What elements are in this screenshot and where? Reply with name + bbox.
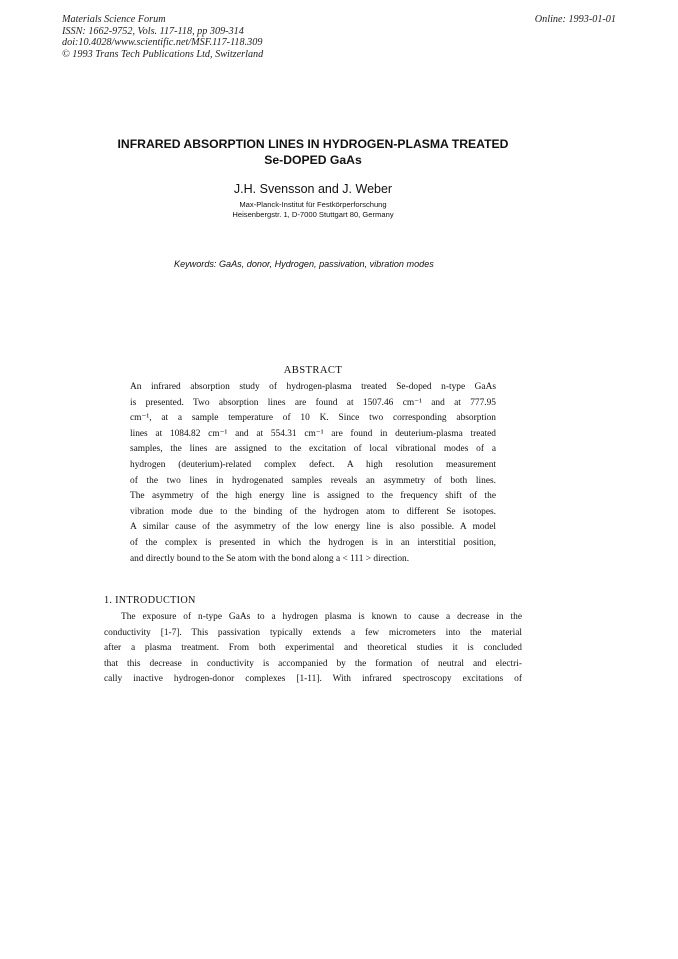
issn-line: ISSN: 1662-9752, Vols. 117-118, pp 309-314 <box>62 25 244 37</box>
abstract-line: hydrogen (deuterium)-related complex defect. A high resolution measurement <box>130 459 496 470</box>
body-line: after a plasma treatment. From both experimental and theoretical studies it is concluded <box>104 643 522 654</box>
abstract-line: samples, the lines are assigned to the excitation of local vibrational modes of a <box>130 444 496 455</box>
title-line-2: Se-DOPED GaAs <box>264 152 362 167</box>
section-heading-introduction: 1. INTRODUCTION <box>104 595 196 606</box>
abstract-line: cm⁻¹, at a sample temperature of 10 K. Since two corresponding absorption <box>130 413 496 424</box>
body-line: that this decrease in conductivity is accompanied by the formation of neutral and electri- <box>104 658 522 669</box>
doi-line[interactable]: doi:10.4028/www.scientific.net/MSF.117-118.309 <box>62 37 263 49</box>
body-line: cally inactive hydrogen-donor complexes [1-11]. With infrared spectroscopy excitations of <box>104 674 522 685</box>
authors: J.H. Svensson and J. Weber <box>233 182 393 196</box>
abstract-line: of the complex is presented in which the hydrogen is in an interstitial position, <box>130 537 496 548</box>
abstract-line: of the two lines in hydrogenated samples reveals an asymmetry of both lines. <box>130 475 496 486</box>
journal-header <box>62 14 263 60</box>
keywords: Keywords: GaAs, donor, Hydrogen, passivation, vibration modes <box>174 259 434 269</box>
body-line: The exposure of n-type GaAs to a hydrogen plasma is known to cause a decrease in the <box>121 612 522 622</box>
abstract-line: and directly bound to the Se atom with the bond along a < 111 > direction. <box>130 553 410 564</box>
paper-title <box>80 137 546 168</box>
abstract-line: vibration mode due to the binding of the hydrogen atom to different Se isotopes. <box>130 506 496 517</box>
affiliation-line-1: Max-Planck-Institut für Festkörperforschung <box>239 200 387 209</box>
abstract-line: lines at 1084.82 cm⁻¹ and at 554.31 cm⁻¹ are found in deuterium-plasma treated <box>130 428 496 439</box>
abstract-line: The asymmetry of the high energy line is assigned to the frequency shift of the <box>130 491 496 502</box>
affiliation-line-2: Heisenbergstr. 1, D-7000 Stuttgart 80, Germany <box>232 210 394 220</box>
body-line: conductivity [1-7]. This passivation typically extends a few micrometers into the material <box>104 627 522 638</box>
abstract-line: is presented. Two absorption lines are found at 1507.46 cm⁻¹ and at 777.95 <box>130 397 496 408</box>
online-date: Online: 1993-01-01 <box>534 14 616 25</box>
affiliation <box>80 200 546 220</box>
copyright-line: © 1993 Trans Tech Publications Ltd, Switzerland <box>62 48 264 60</box>
journal-name: Materials Science Forum <box>62 14 166 25</box>
title-line-1: INFRARED ABSORPTION LINES IN HYDROGEN-PLASMA TREATED <box>117 137 509 151</box>
abstract-body <box>130 380 496 567</box>
abstract-line: A similar cause of the asymmetry of the low energy line is also possible. A model <box>130 522 496 533</box>
abstract-heading: ABSTRACT <box>283 365 343 376</box>
introduction-body <box>104 610 522 688</box>
abstract-line: An infrared absorption study of hydrogen-plasma treated Se-doped n-type GaAs <box>130 382 496 392</box>
